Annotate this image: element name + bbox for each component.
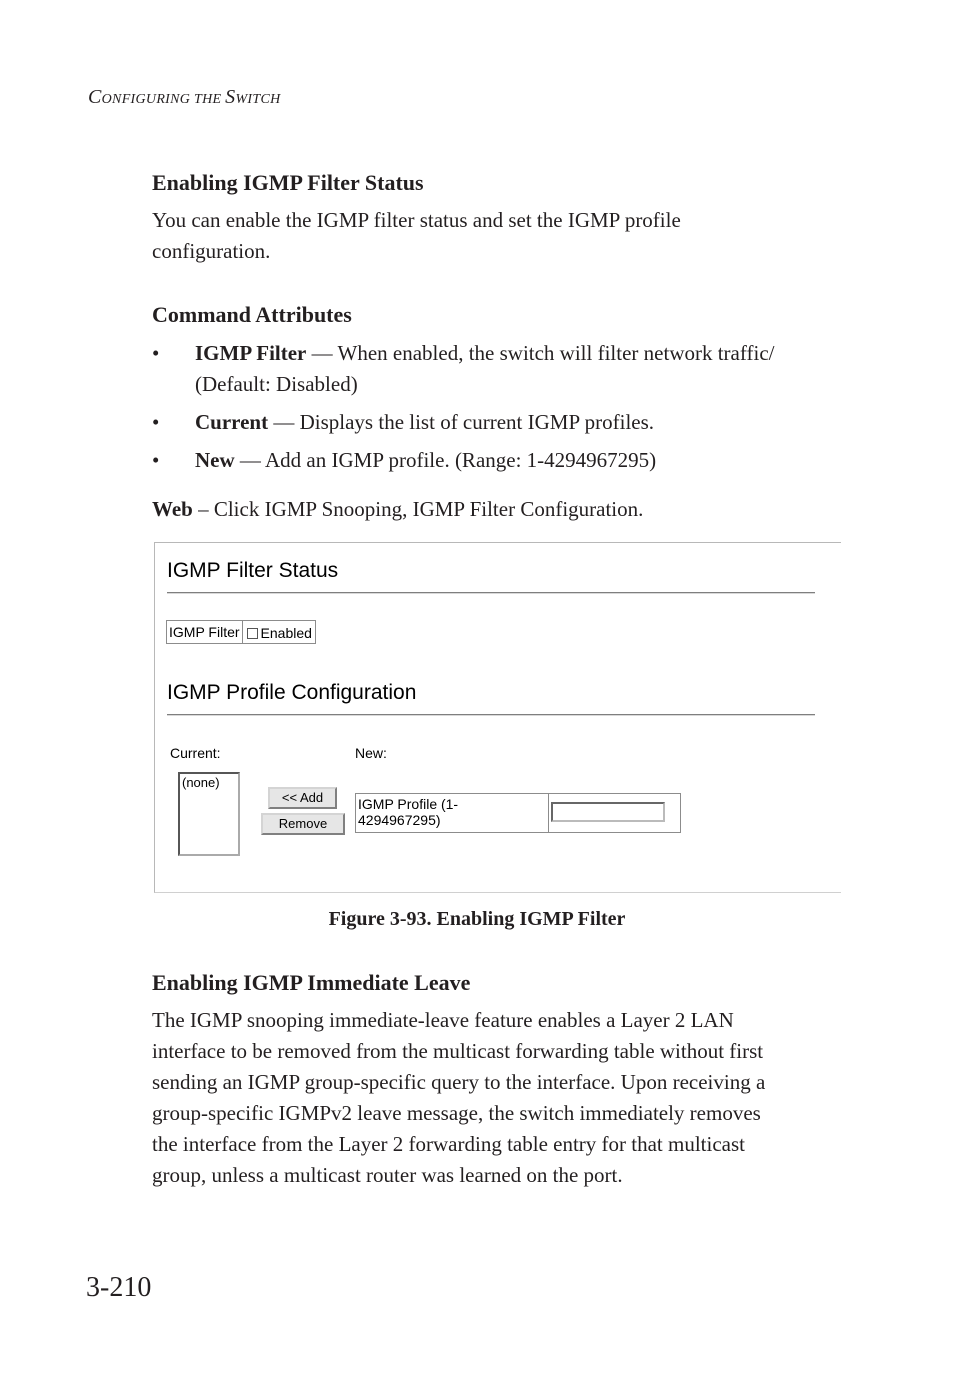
bullet: • — [152, 341, 160, 365]
section-body-filter-status: You can enable the IGMP filter status and set the IGMP profile configuration. — [152, 208, 681, 263]
command-attributes-heading: Command Attributes — [152, 302, 352, 327]
divider — [167, 714, 815, 716]
igmp-filter-status-title: IGMP Filter Status — [167, 559, 339, 582]
add-button[interactable]: << Add — [268, 787, 337, 809]
section-heading-immediate-leave: Enabling IGMP Immediate Leave — [152, 970, 471, 995]
igmp-filter-screenshot — [154, 542, 841, 893]
bullet: • — [152, 410, 160, 434]
section-heading-filter-status: Enabling IGMP Filter Status — [152, 170, 424, 195]
igmp-profile-label: IGMP Profile (1- 4294967295) — [356, 794, 549, 832]
enabled-label: Enabled — [260, 625, 312, 641]
igmp-filter-label: IGMP Filter — [167, 621, 243, 643]
figure-caption: Figure 3-93. Enabling IGMP Filter — [328, 908, 626, 930]
list-item[interactable]: (none) — [182, 775, 220, 790]
running-head: CONFIGURING THE SWITCH — [88, 86, 281, 108]
igmp-filter-enabled-toggle[interactable] — [243, 621, 315, 643]
divider — [167, 592, 815, 594]
web-instruction: Web – Click IGMP Snooping, IGMP Filter Configuration. — [152, 497, 644, 521]
new-label: New: — [355, 745, 387, 761]
page-number: 3-210 — [86, 1272, 152, 1303]
remove-button[interactable]: Remove — [261, 813, 345, 835]
igmp-filter-row — [166, 620, 316, 644]
igmp-profile-configuration-title: IGMP Profile Configuration — [167, 681, 417, 704]
attribute-igmp-filter: • IGMP Filter — When enabled, the switch will filter network traffic/ (Default: Disabled) — [152, 338, 842, 400]
section-body-immediate-leave: The IGMP snooping immediate-leave feature enables a Layer 2 LAN interface to be removed from the multicast forwarding table without first sending an IGMP group-specific query to the interface. Upon receiving a group-specific IGMPv2 leave message, the switch immediately removes the interface from the Layer 2 forwarding table entry for that multicast group, unless a multicast router was learned on the port. — [152, 1008, 766, 1187]
attribute-new: • New — Add an IGMP profile. (Range: 1-4294967295) — [152, 445, 842, 476]
new-profile-row — [355, 793, 681, 833]
enabled-checkbox[interactable] — [247, 628, 258, 639]
igmp-profile-input[interactable] — [551, 802, 665, 822]
current-label: Current: — [170, 745, 221, 761]
attribute-current: • Current — Displays the list of current IGMP profiles. — [152, 407, 842, 438]
bullet: • — [152, 448, 160, 472]
current-profiles-list[interactable] — [178, 772, 240, 856]
